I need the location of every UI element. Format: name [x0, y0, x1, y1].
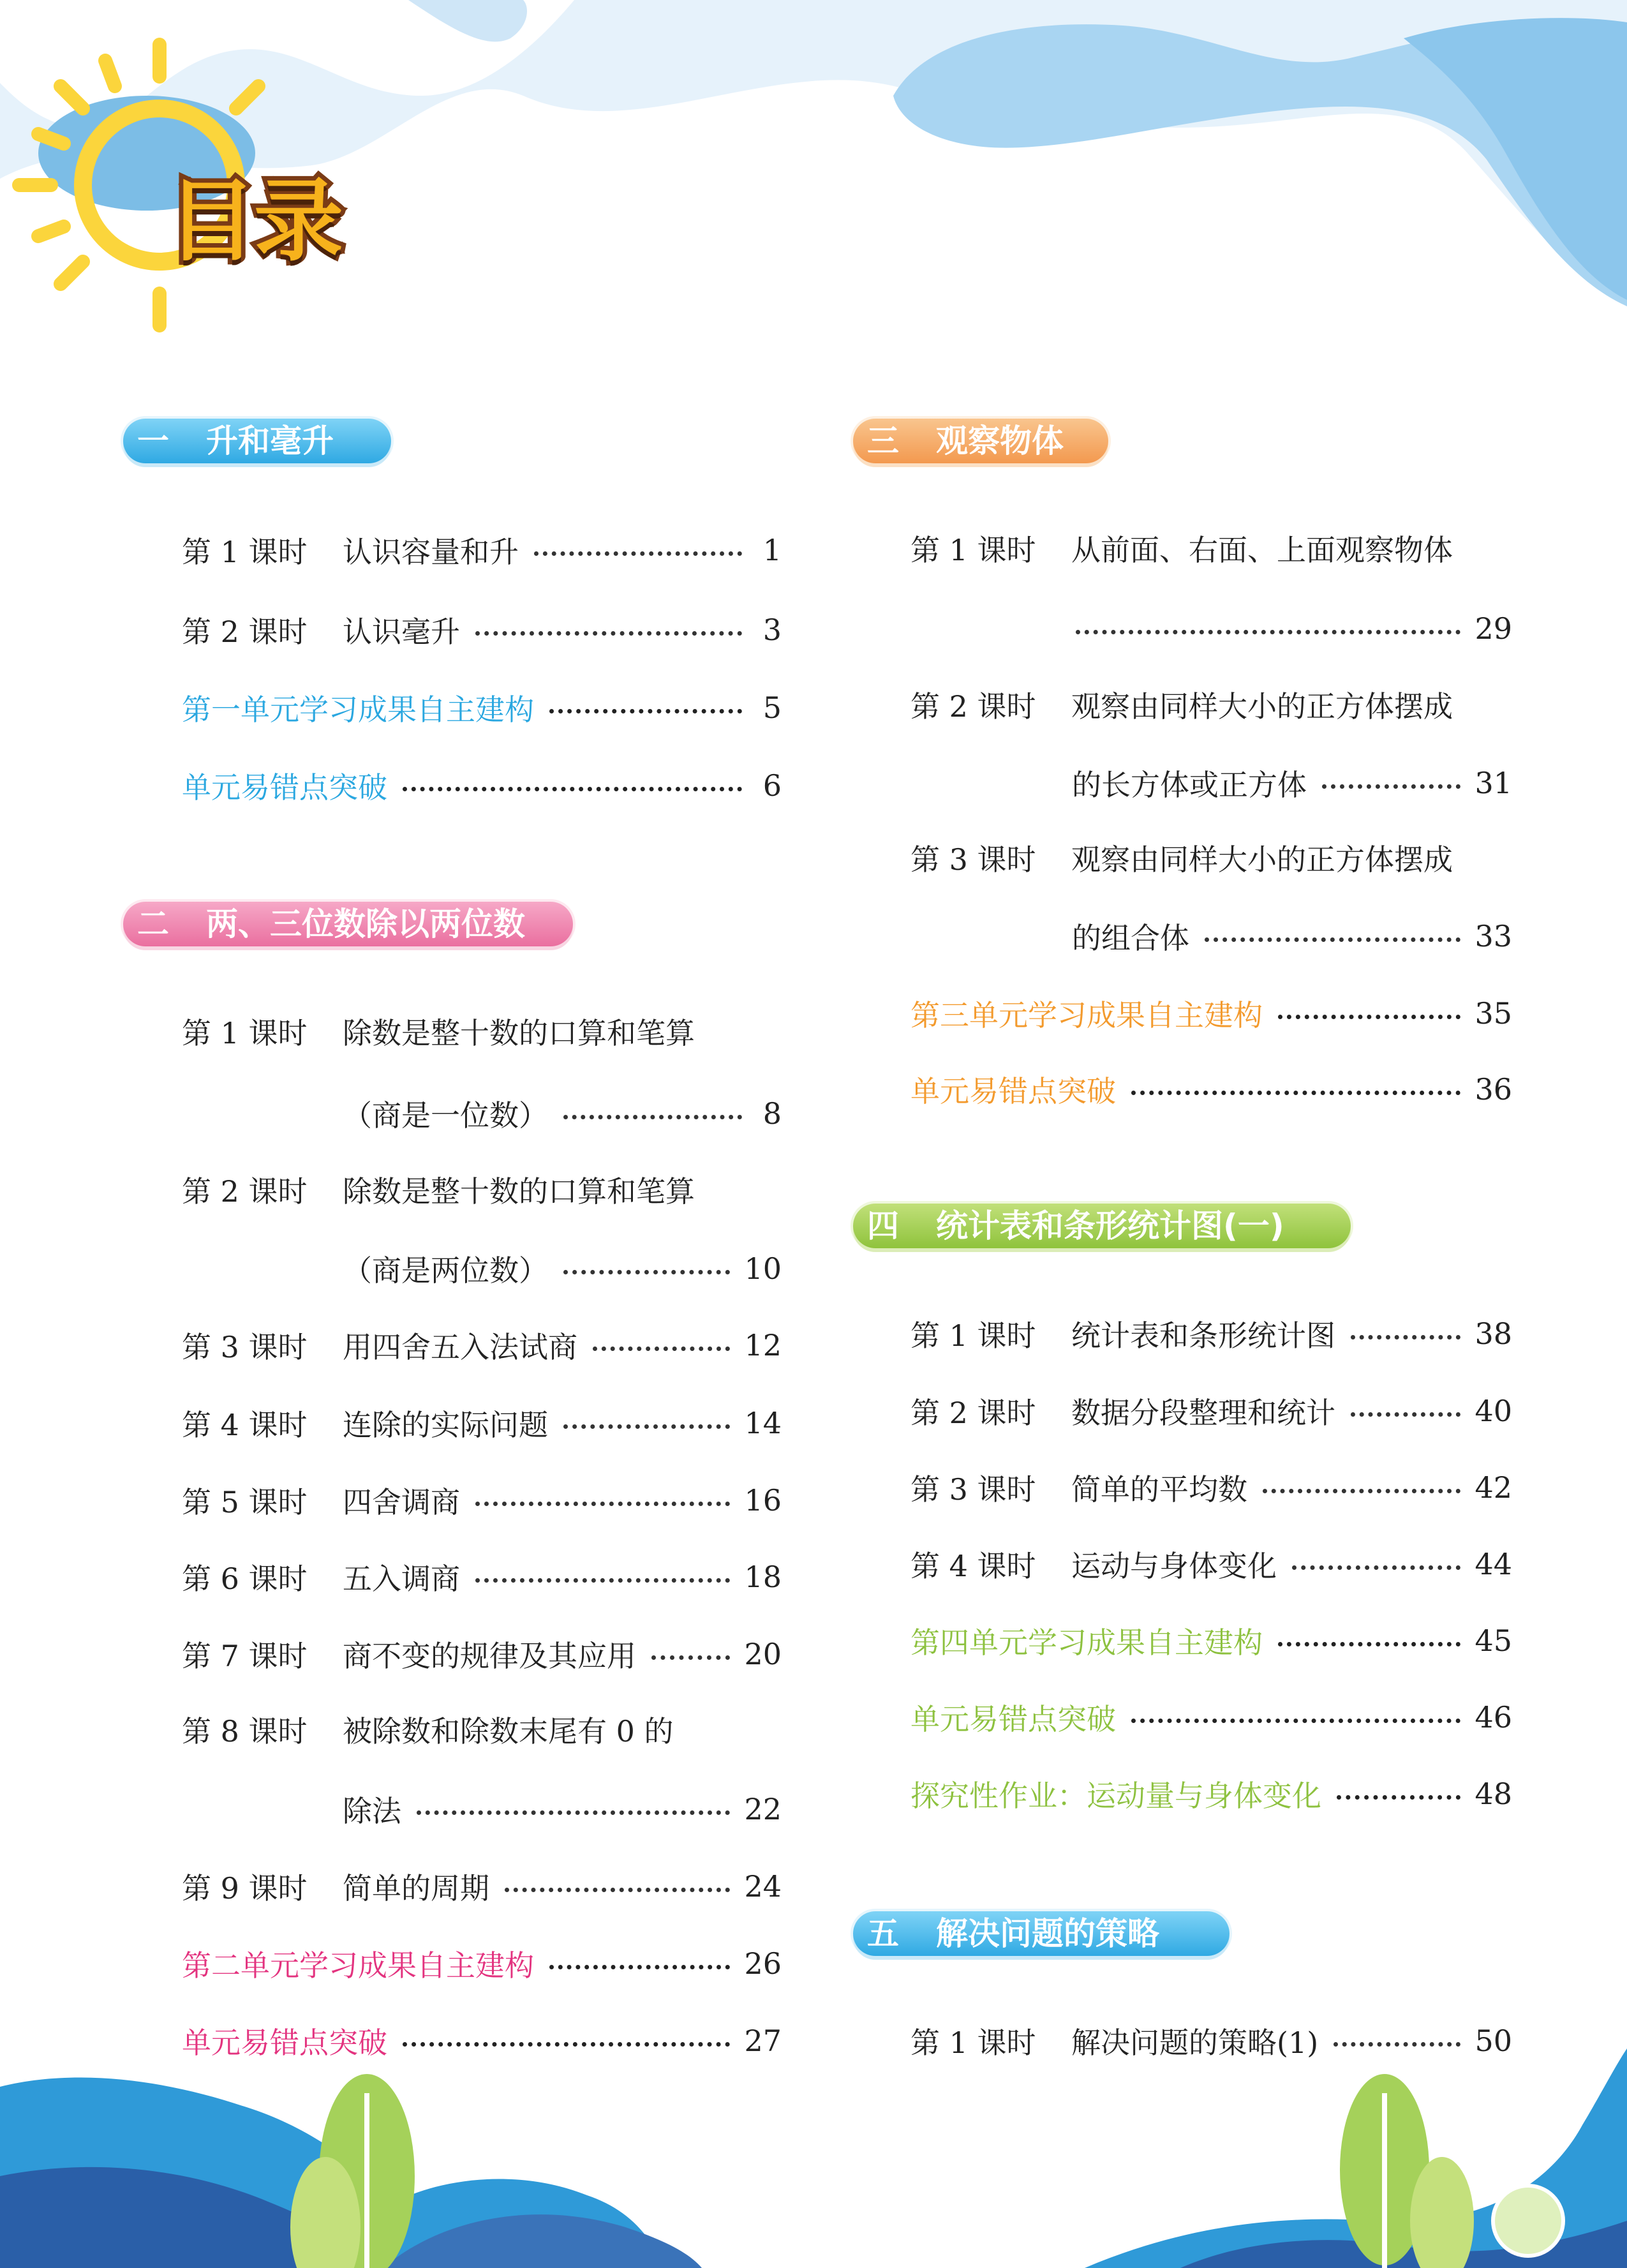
lesson-number: 第 2 课时: [182, 1174, 308, 1209]
leader-dots: [593, 1347, 730, 1351]
leader-dots: [563, 1424, 730, 1429]
entry-title: 简单的平均数: [1071, 1472, 1247, 1507]
toc-entry[interactable]: [910, 1772, 1512, 1816]
entry-title: 单元易错点突破: [182, 770, 387, 805]
toc-entry[interactable]: [910, 1389, 1512, 1433]
page-number: 48: [1475, 1777, 1512, 1811]
toc-entry-continuation[interactable]: [343, 1246, 782, 1291]
leader-dots: [549, 1965, 730, 1969]
unit-number: 三: [867, 422, 899, 459]
page-number: 5: [762, 690, 782, 725]
toc-entry-continuation[interactable]: [343, 1091, 782, 1136]
page-number: 40: [1475, 1394, 1512, 1428]
entry-title: 五入调商: [343, 1562, 460, 1596]
toc-entry[interactable]: [182, 2018, 782, 2063]
toc-entry[interactable]: [182, 608, 782, 652]
entry-title: 认识毫升: [343, 615, 460, 649]
tree-icon: [1340, 2074, 1563, 2268]
page-title: 目录: [167, 170, 341, 274]
entry-title: 除数是整十数的口算和笔算: [343, 1016, 695, 1050]
page-number: 46: [1475, 1700, 1512, 1735]
lesson-number: 第 6 课时: [182, 1562, 308, 1596]
leader-dots: [505, 1888, 730, 1892]
leader-dots: [1278, 1642, 1460, 1646]
leader-dots: [1205, 937, 1460, 942]
entry-title: 从前面、右面、上面观察物体: [1071, 533, 1453, 567]
leader-dots: [1337, 1795, 1460, 1800]
page-number: 26: [744, 1946, 782, 1981]
toc-entry[interactable]: [910, 528, 1453, 572]
page-number: 44: [1475, 1547, 1512, 1581]
entry-title: 观察由同样大小的正方体摆成: [1071, 842, 1453, 877]
entry-title: 第一单元学习成果自主建构: [182, 692, 534, 727]
leader-dots: [1351, 1335, 1460, 1339]
toc-entry[interactable]: [182, 763, 782, 808]
leader-dots: [475, 1578, 730, 1583]
leader-dots: [1263, 1489, 1460, 1493]
toc-entry[interactable]: [910, 2018, 1512, 2063]
entry-title: 四舍调商: [343, 1485, 460, 1519]
leader-dots: [563, 1115, 742, 1119]
lesson-number: 第 1 课时: [182, 1016, 308, 1050]
tree-icon: [290, 2074, 415, 2268]
toc-entry[interactable]: [182, 1632, 782, 1676]
entry-title-line2: （商是两位数）: [343, 1253, 548, 1288]
lesson-number: 第 3 课时: [910, 1472, 1036, 1507]
lesson-number: 第 2 课时: [910, 1396, 1036, 1430]
leader-dots: [403, 787, 742, 791]
leader-dots: [1131, 1091, 1460, 1095]
toc-entry[interactable]: [182, 1011, 695, 1056]
toc-entry[interactable]: [182, 1864, 782, 1909]
page-number: 18: [744, 1560, 782, 1594]
entry-title: 认识容量和升: [343, 535, 519, 569]
entry-title: 连除的实际问题: [343, 1408, 548, 1442]
entry-title: 第二单元学习成果自主建构: [182, 1948, 534, 1983]
toc-entry[interactable]: [910, 1067, 1512, 1112]
leader-dots: [475, 631, 742, 636]
toc-entry[interactable]: [182, 528, 782, 572]
toc-entry[interactable]: [910, 1695, 1512, 1740]
lesson-number: 第 1 课时: [910, 2026, 1036, 2060]
page-number: 22: [744, 1792, 782, 1826]
leader-dots: [1076, 630, 1460, 634]
page-number: 1: [762, 533, 782, 567]
toc-entry[interactable]: [182, 1169, 695, 1214]
entry-title: 第四单元学习成果自主建构: [910, 1625, 1263, 1660]
leader-dots: [651, 1655, 730, 1660]
lesson-number: 第 4 课时: [182, 1408, 308, 1442]
entry-title: 单元易错点突破: [910, 1702, 1116, 1736]
lesson-number: 第 1 课时: [910, 1318, 1036, 1353]
entry-title: 单元易错点突破: [910, 1074, 1116, 1108]
toc-entry[interactable]: [910, 991, 1512, 1036]
leader-dots: [534, 551, 742, 556]
entry-title: 除数是整十数的口算和笔算: [343, 1174, 695, 1209]
unit-number: 二: [137, 906, 169, 943]
entry-title: 用四舍五入法试商: [343, 1330, 577, 1364]
toc-entry[interactable]: [910, 684, 1453, 729]
unit-header-2[interactable]: [123, 902, 573, 946]
page-number: 42: [1475, 1470, 1512, 1505]
leader-dots: [563, 1270, 730, 1274]
page-number: 36: [1475, 1072, 1512, 1107]
unit-name: 升和毫升: [206, 422, 334, 459]
toc-entry[interactable]: [910, 837, 1453, 882]
entry-title: 解决问题的策略(1): [1071, 2026, 1319, 2060]
leader-dots: [549, 709, 742, 713]
page-number: 6: [762, 768, 782, 803]
cloud-shape-right-dark: [1404, 18, 1627, 300]
unit-name: 统计表和条形统计图(一): [936, 1207, 1284, 1244]
unit-header-3[interactable]: [853, 419, 1108, 463]
entry-title-line2: 除法: [343, 1794, 401, 1828]
leader-dots: [403, 2042, 730, 2047]
lesson-number: 第 5 课时: [182, 1485, 308, 1519]
page-number: 31: [1475, 766, 1512, 800]
toc-entry[interactable]: [182, 1401, 782, 1445]
toc-entry[interactable]: [182, 1709, 674, 1754]
toc-entry-continuation[interactable]: [1072, 914, 1512, 959]
toc-entry[interactable]: [182, 1478, 782, 1523]
lesson-number: 第 3 课时: [182, 1330, 308, 1364]
toc-entry[interactable]: [182, 1323, 782, 1368]
entry-title: 数据分段整理和统计: [1071, 1396, 1335, 1430]
entry-title-line2: （商是一位数）: [343, 1098, 548, 1133]
toc-entry[interactable]: [182, 1555, 782, 1599]
page-number: 24: [744, 1869, 782, 1904]
lesson-number: 第 9 课时: [182, 1871, 308, 1906]
page-number: 20: [744, 1637, 782, 1671]
entry-title: 单元易错点突破: [182, 2026, 387, 2060]
leader-dots: [1278, 1015, 1460, 1019]
toc-entry-continuation[interactable]: [1072, 761, 1512, 805]
leader-dots: [1292, 1565, 1460, 1570]
unit-header-1[interactable]: [123, 419, 391, 463]
lesson-number: 第 1 课时: [910, 533, 1036, 567]
leader-dots: [1322, 784, 1460, 789]
page-number: 3: [762, 613, 782, 647]
page-number: 50: [1475, 2024, 1512, 2058]
page-number: 16: [744, 1483, 782, 1518]
page-number: 10: [744, 1251, 782, 1286]
toc-entry[interactable]: [910, 1542, 1512, 1586]
entry-title: 商不变的规律及其应用: [343, 1639, 636, 1673]
lesson-number: 第 2 课时: [910, 689, 1036, 724]
entry-title: 统计表和条形统计图: [1071, 1318, 1335, 1353]
entry-title: 探究性作业：运动量与身体变化: [910, 1779, 1321, 1813]
entry-title-line2: 的长方体或正方体: [1072, 768, 1307, 802]
unit-name: 两、三位数除以两位数: [206, 906, 525, 943]
entry-title: 被除数和除数末尾有 0 的: [343, 1714, 674, 1749]
page-number: 33: [1475, 919, 1512, 953]
page-number: 8: [762, 1096, 782, 1131]
entry-title: 简单的周期: [343, 1871, 489, 1906]
entry-title: 运动与身体变化: [1071, 1549, 1277, 1583]
unit-number: 四: [867, 1207, 899, 1244]
page-number: 29: [1475, 611, 1512, 646]
entry-title-line2: 的组合体: [1072, 921, 1189, 955]
entry-title: 观察由同样大小的正方体摆成: [1071, 689, 1453, 724]
leader-dots: [475, 1502, 730, 1506]
page-number: 12: [744, 1328, 782, 1362]
toc-entry[interactable]: [910, 1618, 1512, 1663]
leader-dots: [1334, 2042, 1460, 2047]
lesson-number: 第 8 课时: [182, 1714, 308, 1749]
page-number: 14: [744, 1406, 782, 1440]
lesson-number: 第 1 课时: [182, 535, 308, 569]
page-number: 38: [1475, 1317, 1512, 1351]
toc-entry-continuation[interactable]: [343, 1787, 782, 1832]
unit-header-4[interactable]: [853, 1204, 1351, 1248]
unit-number: 一: [137, 422, 169, 459]
toc-entry[interactable]: [182, 1941, 782, 1986]
toc-entry[interactable]: [182, 685, 782, 730]
leader-dots: [1131, 1719, 1460, 1723]
toc-entry[interactable]: [910, 1311, 1512, 1356]
page-number: 35: [1475, 996, 1512, 1031]
unit-number: 五: [867, 1915, 899, 1952]
lesson-number: 第 2 课时: [182, 615, 308, 649]
page-number: 45: [1475, 1623, 1512, 1658]
entry-title: 第三单元学习成果自主建构: [910, 998, 1263, 1033]
unit-header-5[interactable]: [853, 1911, 1230, 1956]
page-number: 27: [744, 2024, 782, 2058]
lesson-number: 第 4 课时: [910, 1549, 1036, 1583]
unit-name: 解决问题的策略: [936, 1915, 1159, 1952]
lesson-number: 第 7 课时: [182, 1639, 308, 1673]
lesson-number: 第 3 课时: [910, 842, 1036, 877]
leader-dots: [417, 1810, 730, 1815]
unit-name: 观察物体: [936, 422, 1064, 459]
toc-entry[interactable]: [910, 1465, 1512, 1510]
leader-dots: [1351, 1412, 1460, 1417]
toc-entry-continuation[interactable]: [1072, 606, 1512, 651]
